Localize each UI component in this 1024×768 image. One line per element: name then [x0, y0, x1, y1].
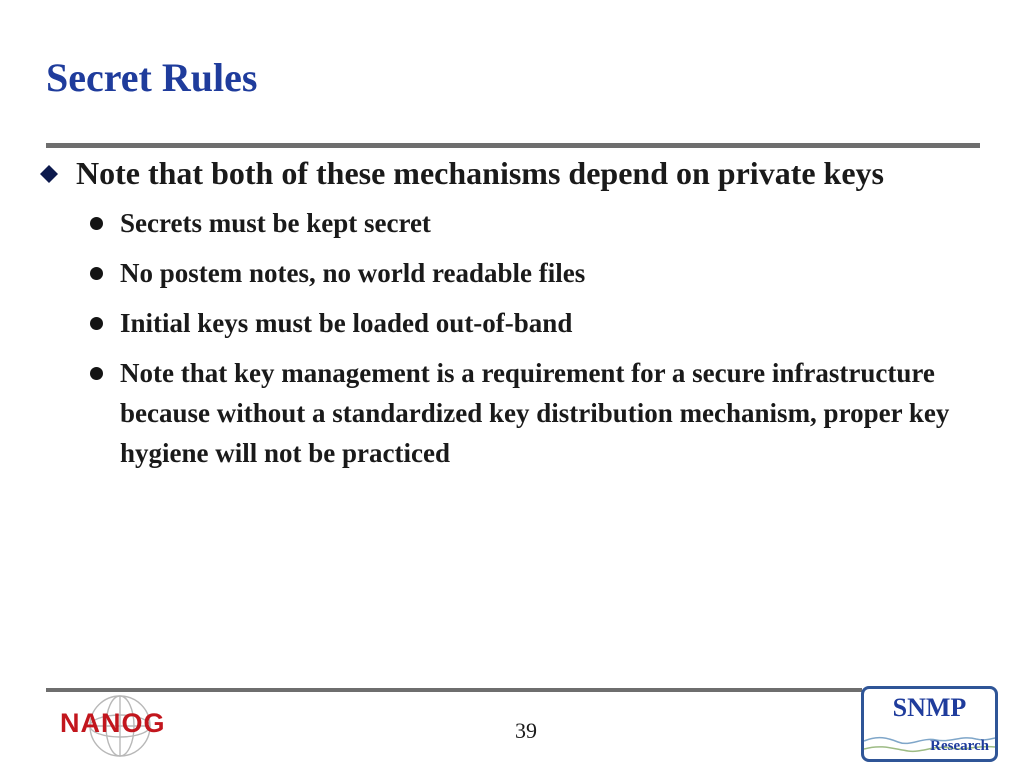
snmp-logo-subtitle: Research	[930, 738, 989, 754]
page-number: 39	[515, 718, 537, 743]
title-divider	[46, 143, 980, 148]
dot-bullet-icon	[90, 317, 103, 330]
sub-bullet-text: No postem notes, no world readable files	[120, 258, 586, 288]
sub-bullet-list	[40, 203, 970, 473]
nanog-logo-text: NANOG	[60, 708, 166, 738]
main-bullet-text: Note that both of these mechanisms depend on private keys	[76, 155, 884, 191]
dot-bullet-icon	[90, 217, 103, 230]
slide-title: Secret Rules	[46, 55, 258, 100]
sub-bullet-text: Secrets must be kept secret	[120, 208, 431, 238]
main-bullet	[40, 152, 970, 195]
slide-content	[40, 152, 970, 483]
sub-bullet	[40, 203, 970, 243]
sub-bullet-text: Note that key management is a requirement for a secure infrastructure because without a standardized key distribution mechanism, proper key hygiene will not be practiced	[120, 358, 950, 468]
snmp-research-logo	[861, 686, 998, 762]
sub-bullet	[40, 253, 970, 293]
sub-bullet	[40, 353, 970, 473]
dot-bullet-icon	[90, 267, 103, 280]
sub-bullet	[40, 303, 970, 343]
nanog-logo	[58, 690, 206, 760]
sub-bullet-text: Initial keys must be loaded out-of-band	[120, 308, 573, 338]
diamond-bullet-icon	[40, 165, 58, 183]
dot-bullet-icon	[90, 367, 103, 380]
snmp-logo-title: SNMP	[892, 693, 967, 722]
